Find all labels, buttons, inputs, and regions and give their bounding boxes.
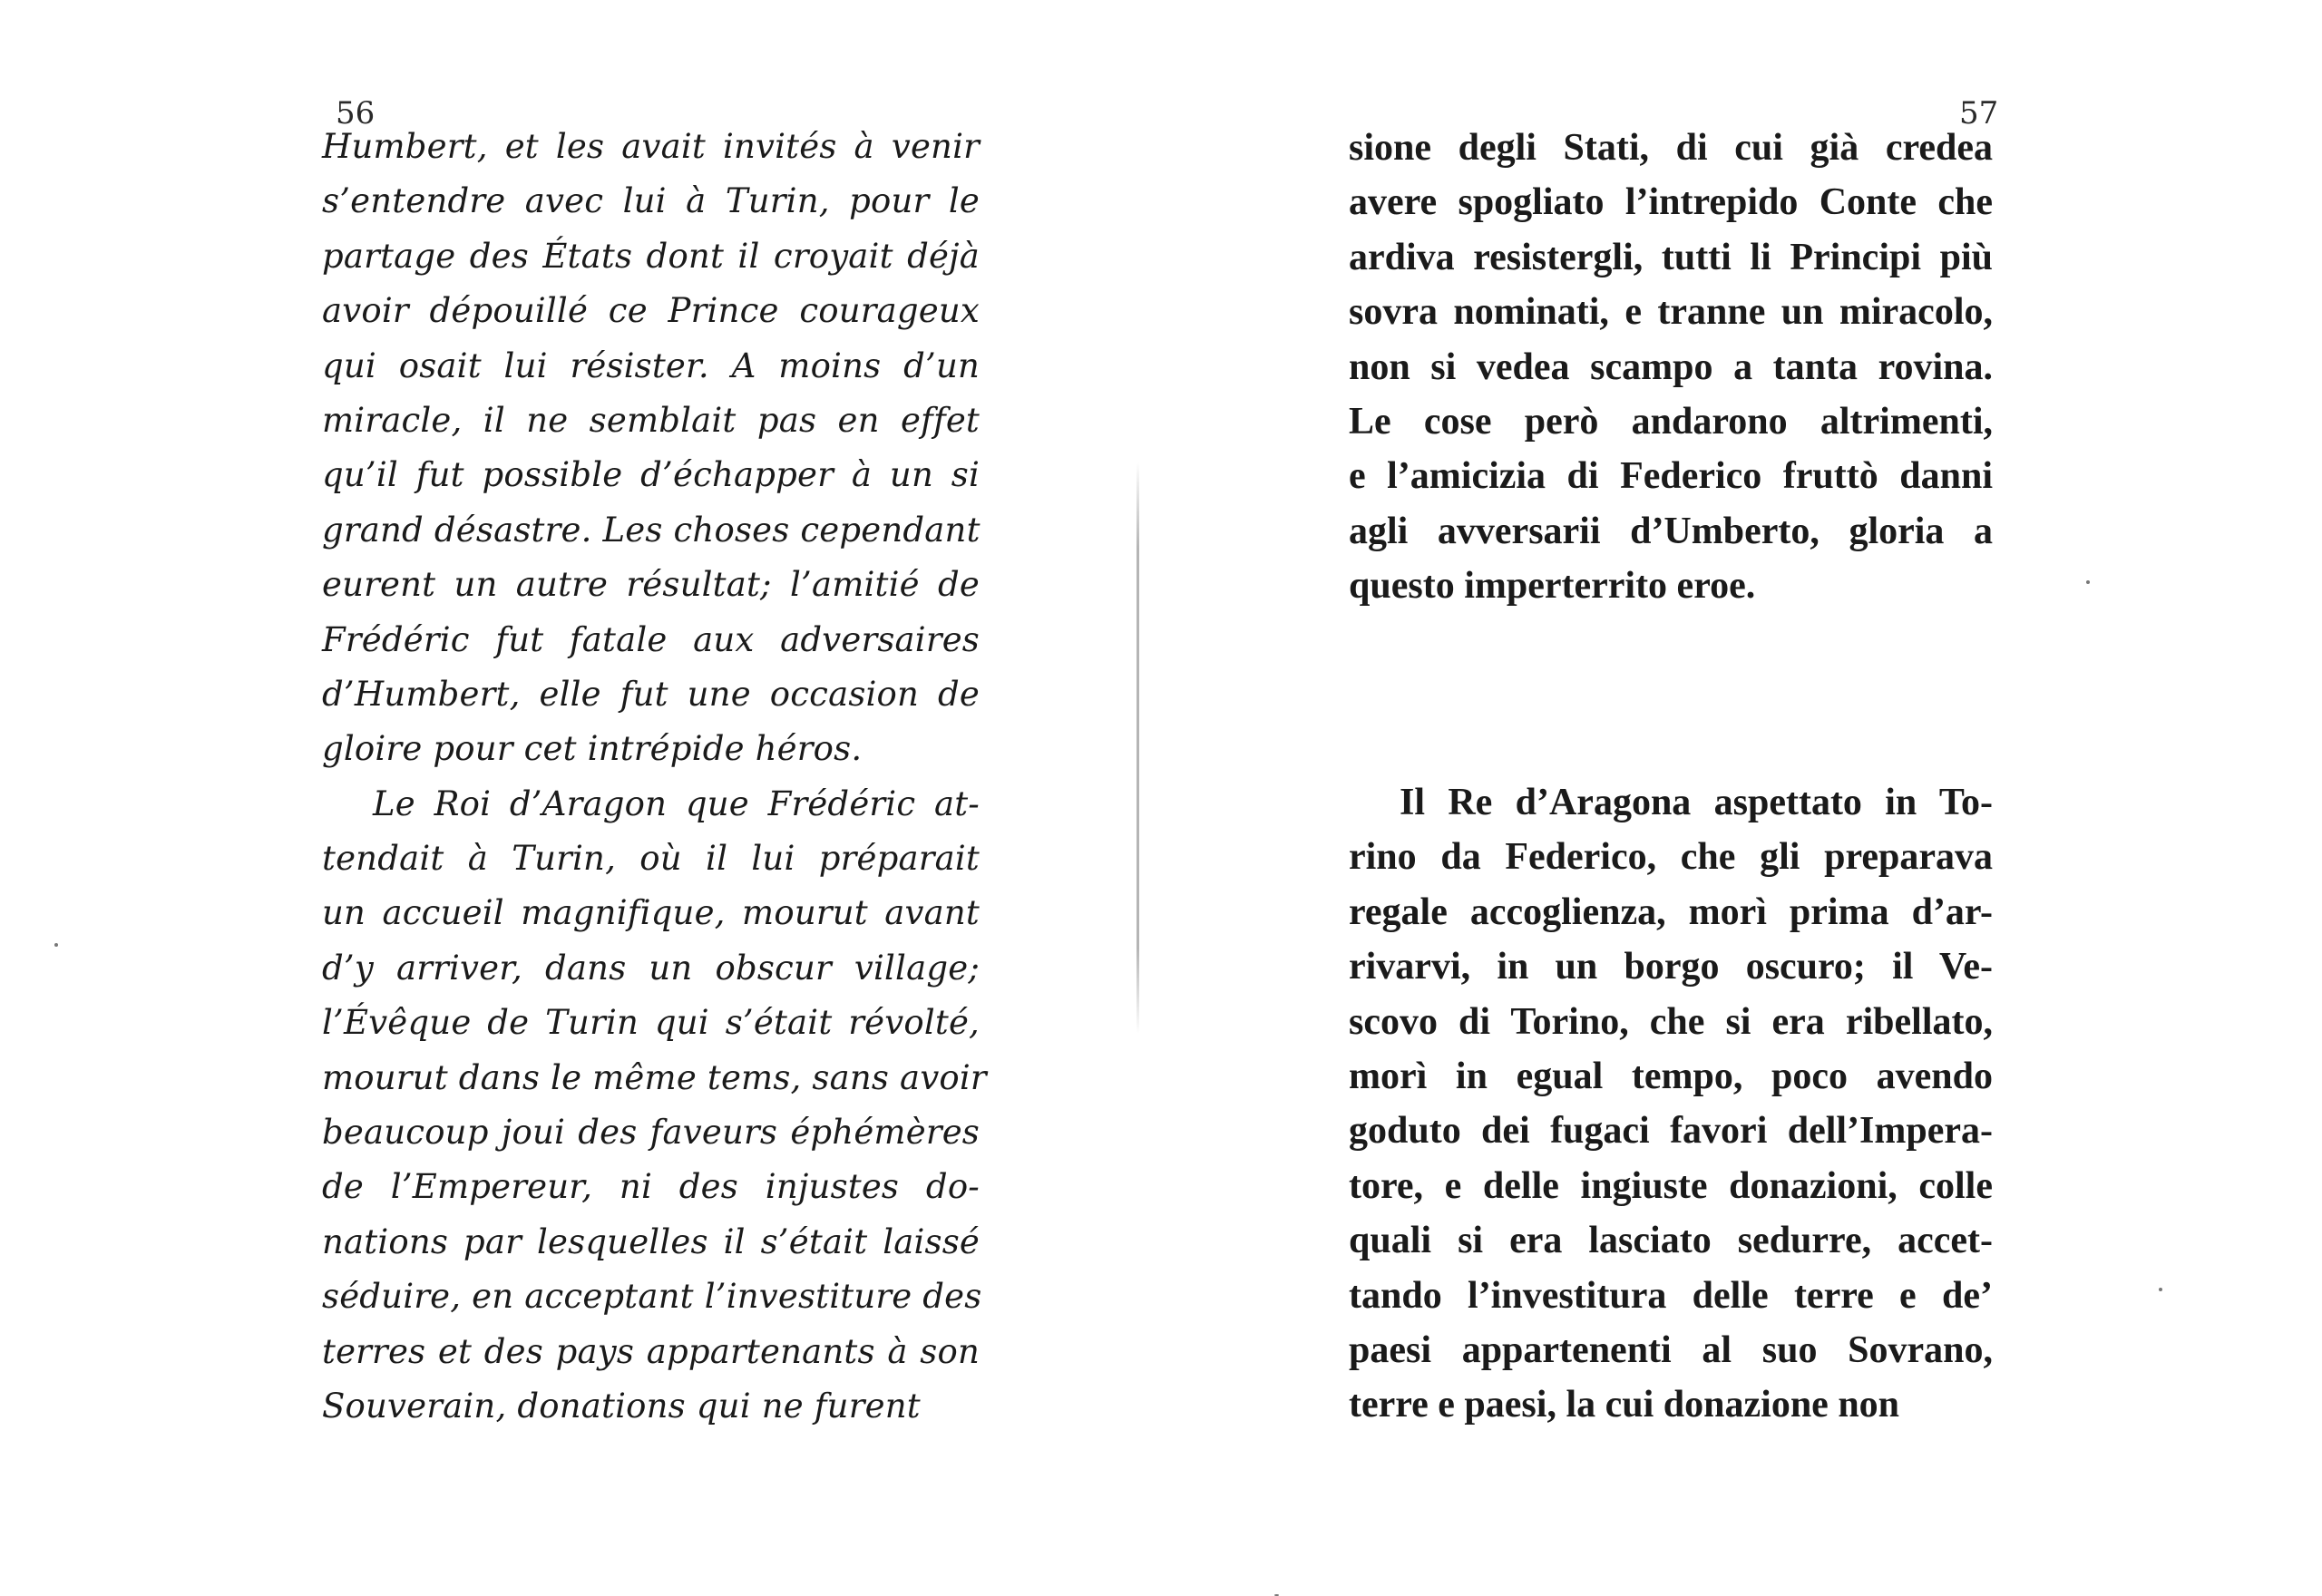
text-line: un accueil magnifique, mourut avant <box>322 893 980 933</box>
text-line: tendait à Turin, où il lui préparait <box>322 839 980 879</box>
text-line: Le Roi d’Aragon que Frédéric at- <box>373 783 980 823</box>
paper-speck <box>54 943 58 947</box>
text-line: miracle, il ne semblait pas en effet <box>322 400 980 440</box>
paper-speck <box>2086 580 2090 584</box>
text-line: l’Évêque de Turin qui s’était révolté, <box>322 1003 980 1043</box>
text-line: Le cose però andarono altrimenti, <box>1349 400 1993 443</box>
gutter-shadow <box>1137 462 1139 1034</box>
text-line: qu’il fut possible d’échapper à un si <box>322 455 980 495</box>
italian-text-paragraph-2 <box>1349 775 1993 1433</box>
text-line: rino da Federico, che gli preparava <box>1349 836 1993 879</box>
text-line: tando l’investitura delle terre e de’ <box>1349 1274 1993 1317</box>
text-line: Frédéric fut fatale aux adversaires <box>322 619 980 659</box>
french-text <box>322 120 987 1434</box>
text-line: nations par lesquelles il s’était laissé <box>322 1221 980 1261</box>
italian-text-paragraph-1 <box>1349 121 1993 614</box>
text-line: qui osait lui résister. A moins d’un <box>322 345 980 385</box>
text-line: gloire pour cet intrépide héros. <box>322 729 863 769</box>
left-page <box>0 0 1143 1596</box>
text-line: ardiva resistergli, tutti li Principi più <box>1349 236 1993 278</box>
text-line: mourut dans le même tems, sans avoir <box>322 1057 987 1097</box>
text-line: regale accoglienza, morì prima d’ar- <box>1349 890 1993 933</box>
text-line: goduto dei fugaci favori dell’Impera- <box>1349 1110 1993 1153</box>
page-number: 56 <box>336 95 376 131</box>
text-line: s’entendre avec lui à Turin, pour le <box>322 181 980 221</box>
text-line: terres et des pays appartenants à son <box>322 1331 980 1371</box>
text-line: partage des États dont il croyait déjà <box>322 236 980 276</box>
text-line: agli avversarii d’Umberto, gloria a <box>1349 510 1993 552</box>
text-line: d’y arriver, dans un obscur village; <box>322 948 980 988</box>
text-line: sovra nominati, e tranne un miracolo, <box>1349 291 1993 334</box>
text-line: tore, e delle ingiuste donazioni, colle <box>1349 1164 1993 1207</box>
text-line: terre e paesi, la cui donazione non <box>1349 1384 1900 1426</box>
text-line: scovo di Torino, che si era ribellato, <box>1349 1000 1993 1043</box>
text-line: de l’Empereur, ni des injustes do- <box>322 1167 980 1207</box>
text-line: d’Humbert, elle fut une occasion de <box>322 674 980 714</box>
text-line: rivarvi, in un borgo oscuro; il Ve- <box>1349 946 1993 988</box>
text-line: grand désastre. Les choses cependant <box>322 510 981 550</box>
text-line: non si vedea scampo a tanta rovina. <box>1349 345 1993 388</box>
text-line: quali si era lasciato sedurre, accet- <box>1349 1220 1993 1262</box>
paper-speck <box>2159 1288 2162 1291</box>
text-line: avoir dépouillé ce Prince courageux <box>322 291 980 331</box>
text-line: beaucoup joui des faveurs éphémères <box>322 1113 980 1153</box>
page-number: 57 <box>1959 95 1999 131</box>
text-line: paesi appartenenti al suo Sovrano, <box>1349 1328 1993 1371</box>
text-line: séduire, en acceptant l’investiture des <box>322 1277 982 1317</box>
text-line: questo imperterrito eroe. <box>1349 565 1756 608</box>
text-line: eurent un autre résultat; l’amitié de <box>322 565 980 605</box>
text-line: Souverain, donations qui ne furent <box>322 1386 921 1426</box>
text-line: Il Re d’Aragona aspettato in To- <box>1400 782 1993 823</box>
text-line: e l’amicizia di Federico fruttò danni <box>1349 455 1993 498</box>
text-line: Humbert, et les avait invités à venir <box>322 127 980 166</box>
text-line: avere spogliato l’intrepido Conte che <box>1349 181 1993 224</box>
text-line: morì in egual tempo, poco avendo <box>1349 1055 1993 1097</box>
text-line: sione degli Stati, di cui già credea <box>1349 127 1993 169</box>
